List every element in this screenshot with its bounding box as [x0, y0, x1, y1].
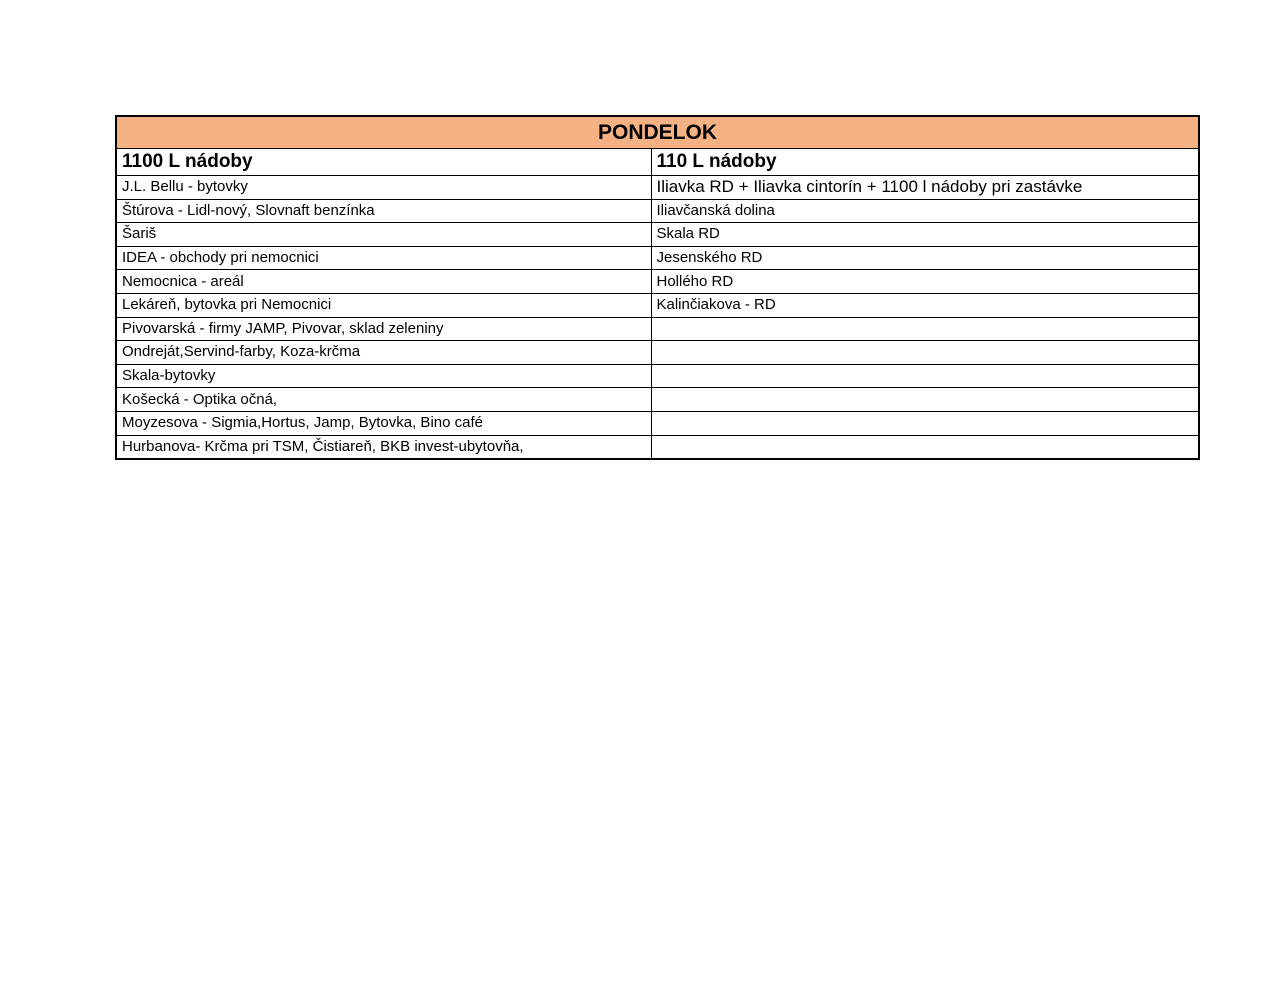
cell-110l: Hollého RD	[651, 270, 1199, 294]
cell-1100l: Lekáreň, bytovka pri Nemocnici	[116, 293, 651, 317]
column-header-110l: 110 L nádoby	[651, 149, 1199, 176]
table-row	[116, 293, 1199, 317]
schedule-table	[115, 115, 1200, 460]
table-row	[116, 223, 1199, 247]
cell-1100l: Nemocnica - areál	[116, 270, 651, 294]
cell-1100l: IDEA - obchody pri nemocnici	[116, 246, 651, 270]
cell-110l	[651, 411, 1199, 435]
table-row	[116, 176, 1199, 200]
cell-110l	[651, 341, 1199, 365]
cell-1100l: Ondreját,Servind-farby, Koza-krčma	[116, 341, 651, 365]
column-header-row	[116, 149, 1199, 176]
cell-110l	[651, 435, 1199, 459]
cell-110l: Iliavka RD + Iliavka cintorín + 1100 l nádoby pri zastávke	[651, 176, 1199, 200]
table-row	[116, 246, 1199, 270]
table-row	[116, 317, 1199, 341]
cell-110l: Jesenského RD	[651, 246, 1199, 270]
cell-1100l: Šariš	[116, 223, 651, 247]
table-row	[116, 388, 1199, 412]
cell-110l: Kalinčiakova - RD	[651, 293, 1199, 317]
cell-1100l: J.L. Bellu - bytovky	[116, 176, 651, 200]
cell-110l: Skala RD	[651, 223, 1199, 247]
cell-110l	[651, 364, 1199, 388]
cell-1100l: Moyzesova - Sigmia,Hortus, Jamp, Bytovka, Bino café	[116, 411, 651, 435]
table-body	[116, 176, 1199, 460]
cell-110l: Iliavčanská dolina	[651, 199, 1199, 223]
table-row	[116, 199, 1199, 223]
table-row	[116, 364, 1199, 388]
table-row	[116, 435, 1199, 459]
title-row	[116, 116, 1199, 149]
table-row	[116, 411, 1199, 435]
cell-1100l: Štúrova - Lidl-nový, Slovnaft benzínka	[116, 199, 651, 223]
cell-110l	[651, 388, 1199, 412]
column-header-1100l: 1100 L nádoby	[116, 149, 651, 176]
table-row	[116, 341, 1199, 365]
cell-1100l: Košecká - Optika očná,	[116, 388, 651, 412]
cell-1100l: Hurbanova- Krčma pri TSM, Čistiareň, BKB invest-ubytovňa,	[116, 435, 651, 459]
cell-1100l: Pivovarská - firmy JAMP, Pivovar, sklad zeleniny	[116, 317, 651, 341]
cell-1100l: Skala-bytovky	[116, 364, 651, 388]
cell-110l	[651, 317, 1199, 341]
table-title: PONDELOK	[116, 116, 1199, 149]
table-row	[116, 270, 1199, 294]
